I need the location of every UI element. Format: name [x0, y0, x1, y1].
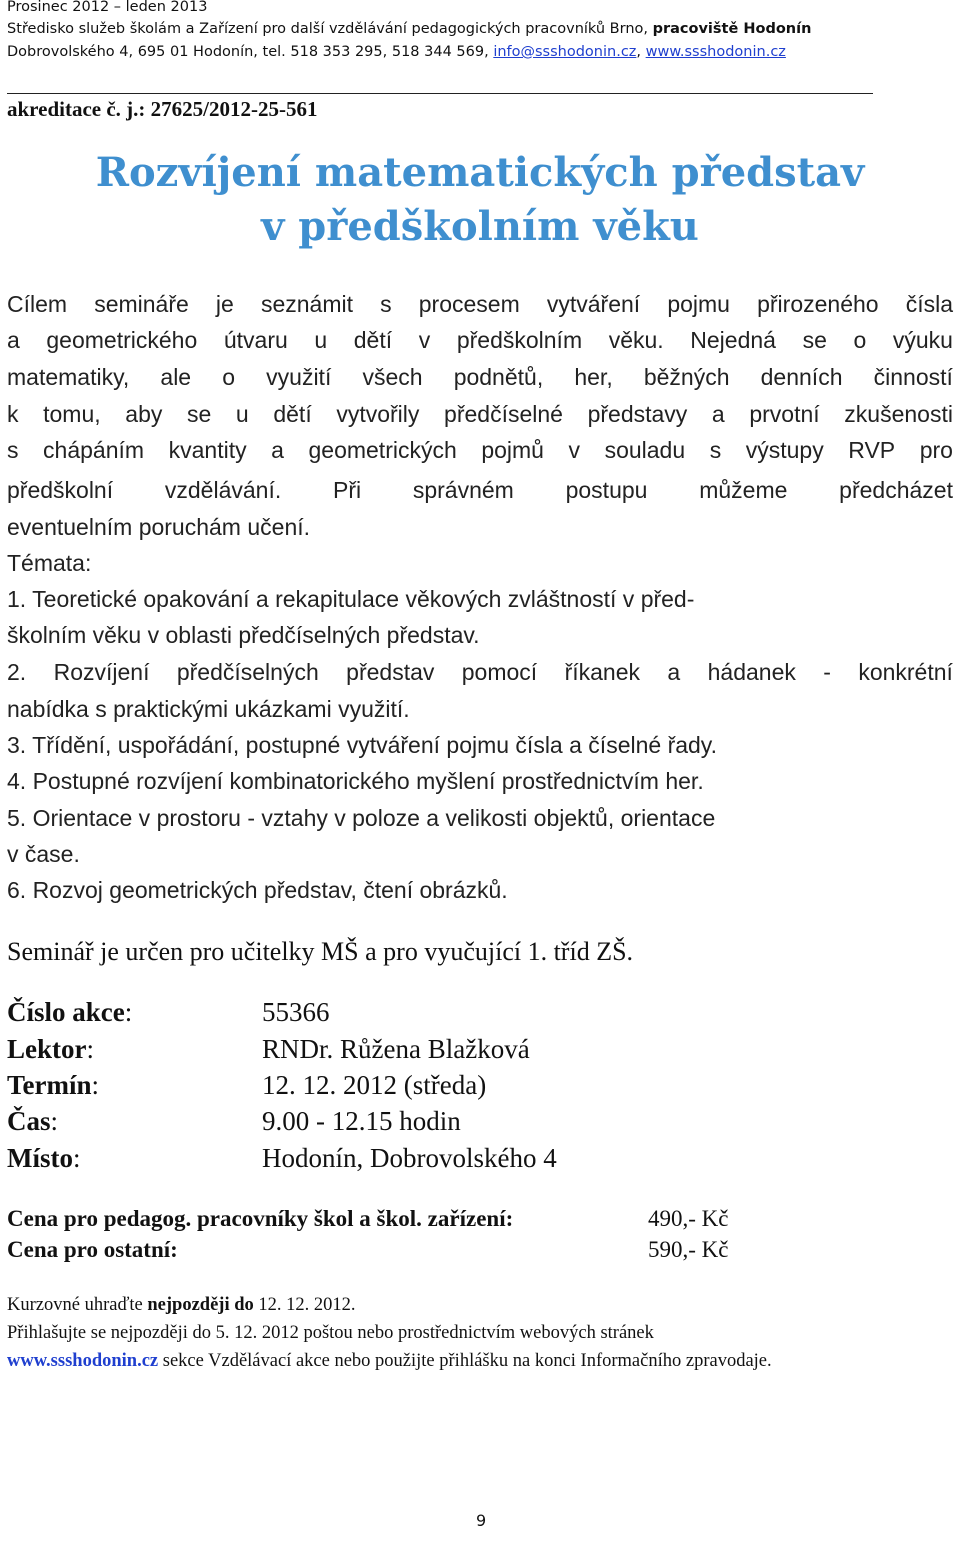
audience-note: Seminář je určen pro učitelky MŠ a pro vyučující 1. tříd ZŠ.: [7, 937, 634, 966]
payment-note: Kurzovné uhraďte nejpozději do 12. 12. 2012.: [7, 1295, 356, 1315]
detail-value-lecturer: RNDr. Růžena Blažková: [262, 1034, 530, 1064]
price-value-teachers: 490,- Kč: [648, 1206, 729, 1231]
page-title-line-1: Rozvíjení matematických představ: [95, 149, 865, 196]
detail-label-place: Místo:: [7, 1143, 81, 1173]
topic-line: v čase.: [7, 841, 80, 867]
header-web-link[interactable]: www.ssshodonin.cz: [645, 44, 786, 60]
signup-note-line-2: www.ssshodonin.cz sekce Vzdělávací akce nebo použijte přihlášku na konci Informačního zpravodaje.: [7, 1351, 772, 1371]
header-org-name: Středisko služeb školám a Zařízení pro další vzdělávání pedagogických pracovníků Brno,: [7, 21, 653, 37]
header-email-link[interactable]: info@ssshodonin.cz: [493, 44, 637, 60]
detail-label-lecturer: Lektor:: [7, 1034, 94, 1064]
price-value-others: 590,- Kč: [648, 1237, 729, 1262]
topic-line: nabídka s praktickými ukázkami využití.: [7, 696, 410, 722]
topics-heading: Témata:: [7, 550, 92, 576]
topic-line: 4. Postupné rozvíjení kombinatorického myšlení prostřednictvím her.: [7, 768, 704, 794]
description-line: eventuelním poruchám učení.: [7, 514, 311, 540]
detail-value-event-number: 55366: [262, 997, 330, 1027]
detail-label-time: Čas:: [7, 1106, 59, 1136]
description-line: s chápáním kvantity a geometrických pojmů v souladu s výstupy RVP pro: [7, 437, 953, 463]
description-line: Cílem semináře je seznámit s procesem vytváření pojmu přirozeného čísla: [7, 291, 953, 317]
description-line: matematiky, ale o využití všech podnětů, her, běžných denních činností: [7, 364, 953, 390]
header-contact: [7, 43, 786, 62]
header-divider: [7, 93, 873, 94]
topic-line: školním věku v oblasti předčíselných představ.: [7, 622, 480, 648]
price-label-others: Cena pro ostatní:: [7, 1237, 178, 1262]
signup-web-link[interactable]: www.ssshodonin.cz: [7, 1351, 159, 1371]
description-line: a geometrického útvaru u dětí v předškolním věku. Nejedná se o výuku: [7, 327, 953, 353]
price-label-teachers: Cena pro pedagog. pracovníky škol a škol. zařízení:: [7, 1206, 514, 1231]
description-line: k tomu, aby se u dětí vytvořily předčíselné představy a prvotní zkušenosti: [7, 401, 953, 427]
topic-line: 1. Teoretické opakování a rekapitulace věkových zvláštností v před-: [7, 586, 695, 612]
topic-line: 3. Třídění, uspořádání, postupné vytváření pojmu čísla a číselné řady.: [7, 732, 717, 758]
page-title-line-2: v předškolním věku: [261, 203, 699, 250]
detail-label-date: Termín:: [7, 1070, 100, 1100]
accreditation: akreditace č. j.: 27625/2012-25-561: [7, 97, 318, 121]
detail-value-time: 9.00 - 12.15 hodin: [262, 1106, 461, 1136]
header-address: Dobrovolského 4, 695 01 Hodonín, tel. 518 353 295, 518 344 569,: [7, 44, 494, 60]
topic-line: 5. Orientace v prostoru - vztahy v poloze a velikosti objektů, orientace: [7, 805, 716, 831]
signup-note-line-1: Přihlašujte se nejpozději do 5. 12. 2012 poštou nebo prostřednictvím webových stránek: [7, 1323, 654, 1343]
header-date-range: Prosinec 2012 – leden 2013: [7, 0, 208, 15]
header-org-branch: pracoviště Hodonín: [652, 21, 812, 37]
header-separator: ,: [636, 44, 646, 60]
page-number: 9: [476, 1511, 487, 1530]
description-line: předškolní vzdělávání. Při správném postupu můžeme předcházet: [7, 477, 953, 503]
detail-label-event-number: Číslo akce:: [7, 997, 133, 1027]
detail-value-date: 12. 12. 2012 (středa): [262, 1070, 487, 1100]
topic-line: 2. Rozvíjení předčíselných představ pomocí říkanek a hádanek - konkrétní: [7, 659, 953, 685]
header-organization: [7, 20, 811, 39]
detail-value-place: Hodonín, Dobrovolského 4: [262, 1143, 557, 1173]
topic-line: 6. Rozvoj geometrických představ, čtení obrázků.: [7, 877, 508, 903]
